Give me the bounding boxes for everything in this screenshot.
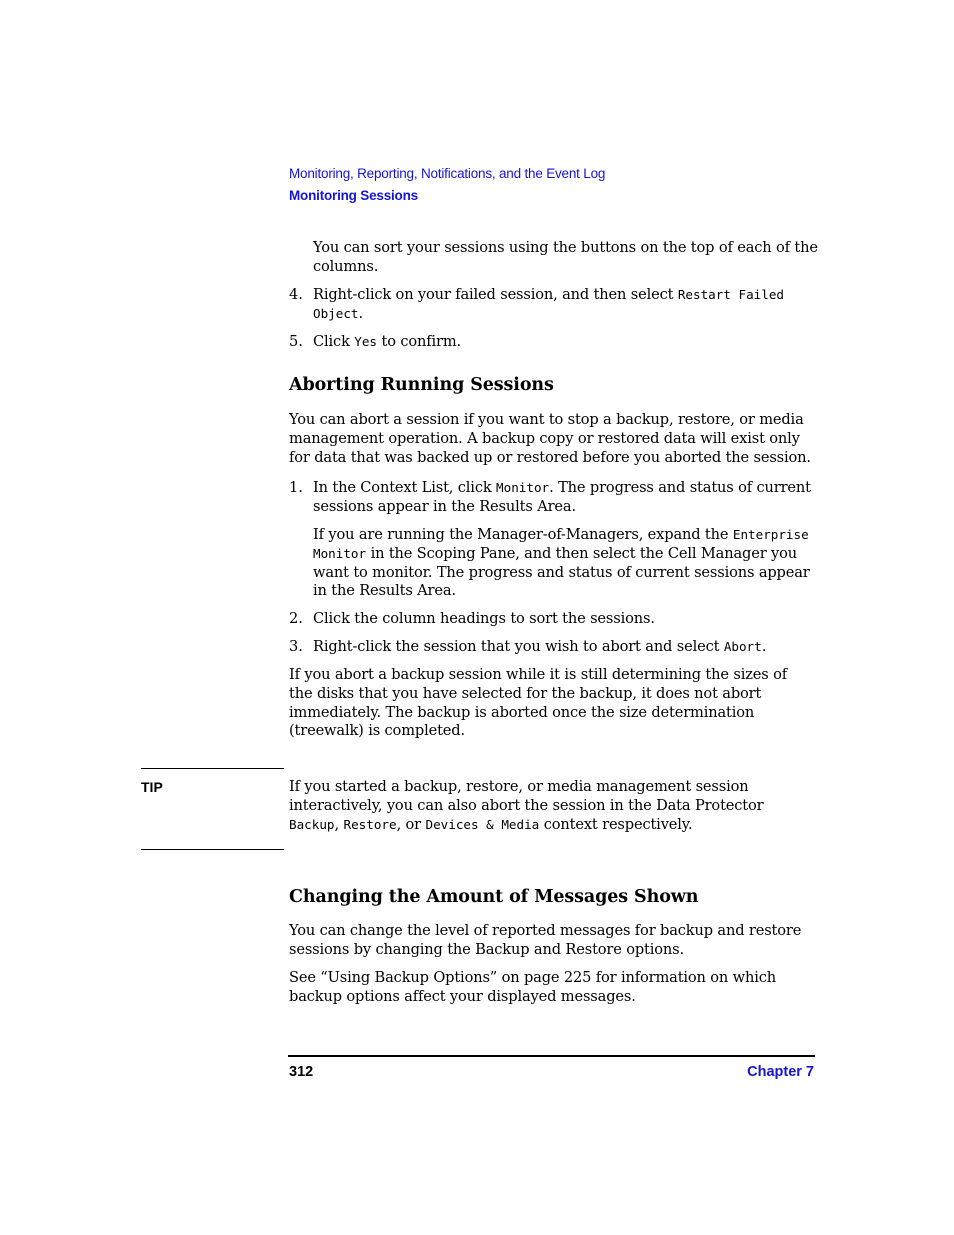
messages-paragraph-1: You can change the level of reported messages for backup and restore sessions by changing the Backup and Restore options.	[289, 922, 802, 958]
treewalk-paragraph: If you abort a backup session while it is still determining the sizes of the disks that you have selected for the backup, it does not abort immediately. The backup is aborted once the size determination (treewalk) is completed.	[289, 666, 787, 740]
mom-note	[313, 526, 813, 601]
page-number: 312	[289, 1064, 314, 1080]
abort-code: Abort	[723, 639, 762, 654]
tip-sep-1: ,	[334, 815, 344, 833]
running-header-section-title: Monitoring Sessions	[289, 188, 418, 203]
step-4	[313, 286, 813, 324]
abort-step-1-end: . The progress and status of current sessions appear in the Results Area.	[313, 479, 811, 515]
step-4-text: Right-click on your failed session, and then select	[313, 286, 678, 303]
step-number: 3.	[289, 638, 303, 655]
footer-chapter: Chapter 7	[747, 1064, 814, 1080]
tip-label: TIP	[141, 779, 163, 795]
mom-note-text: If you are running the Manager-of-Managers, expand the	[313, 526, 733, 543]
enterprise-monitor-code: Enterprise Monitor	[313, 527, 809, 561]
backup-code: Backup	[289, 816, 335, 832]
sort-note: You can sort your sessions using the buttons on the top of each of the columns.	[313, 239, 818, 275]
tip-sep-2: , or	[396, 815, 426, 833]
restart-failed-object-code: Restart Failed Object	[313, 287, 784, 321]
abort-step-1	[313, 479, 815, 517]
abort-step-2: Click the column headings to sort the sessions.	[313, 610, 655, 627]
aborting-paragraph: You can abort a session if you want to stop a backup, restore, or media management operation. A backup copy or restored data will exist only for data that was backed up or restored before you aborted the session.	[289, 411, 811, 466]
devices-media-code: Devices & Media	[425, 816, 540, 832]
yes-code: Yes	[354, 334, 378, 349]
abort-step-3	[313, 638, 813, 657]
step-number: 5.	[289, 333, 303, 350]
step-5-text: Click	[313, 333, 355, 350]
step-5-end: to confirm.	[377, 333, 462, 350]
mom-note-end: in the Scoping Pane, and then select the Cell Manager you want to monitor. The progress and status of current sessions appear in the Results Area.	[313, 544, 810, 600]
step-4-end: .	[358, 304, 363, 322]
messages-heading: Changing the Amount of Messages Shown	[289, 887, 699, 907]
restore-code: Restore	[343, 816, 397, 832]
monitor-code: Monitor	[496, 480, 550, 495]
step-number: 1.	[289, 479, 303, 496]
step-5	[313, 333, 813, 352]
aborting-heading: Aborting Running Sessions	[289, 375, 554, 395]
tip-text-body: If you started a backup, restore, or media management session interactively, you can also abort the session in the Data Protector	[289, 778, 764, 814]
tip-bottom-rule	[141, 849, 284, 850]
messages-paragraph-2: See “Using Backup Options” on page 225 for information on which backup options affect your displayed messages.	[289, 969, 777, 1005]
tip-text-end: context respectively.	[539, 815, 693, 833]
abort-step-1-text: In the Context List, click	[313, 479, 497, 496]
step-number: 2.	[289, 610, 303, 627]
tip-text	[289, 778, 781, 834]
abort-step-3-text: Right-click the session that you wish to abort and select	[313, 638, 724, 655]
step-number: 4.	[289, 286, 303, 303]
tip-top-rule	[141, 768, 284, 769]
abort-step-3-end: .	[761, 638, 767, 655]
footer-rule	[288, 1055, 815, 1057]
running-header-chapter-title: Monitoring, Reporting, Notifications, and the Event Log	[289, 166, 606, 181]
